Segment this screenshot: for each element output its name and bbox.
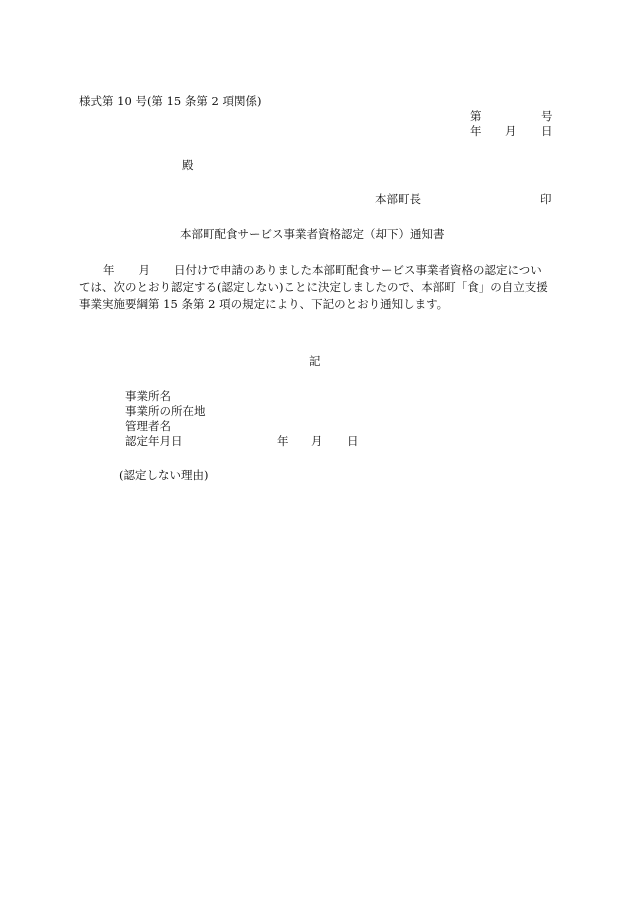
body-date-month: 月 xyxy=(138,263,150,277)
document-number-suffix: 号 xyxy=(541,109,553,123)
issue-date-day: 日 xyxy=(541,124,553,138)
cert-date-label: 認定年月日 xyxy=(125,434,183,448)
issue-date-year: 年 xyxy=(470,124,482,138)
addressee-honorific: 殿 xyxy=(182,158,194,172)
body-date-year: 年 xyxy=(103,263,115,277)
issuer-name: 本部町長 xyxy=(375,192,421,206)
item-business-location: 事業所の所在地 xyxy=(125,404,206,418)
cert-date-month: 月 xyxy=(311,434,323,448)
body-paragraph xyxy=(79,262,553,313)
body-line-2: ては、次のとおり認定する(認定しない)ことに決定しましたので、本部町「食」の自立支援 xyxy=(79,280,548,294)
issuer-seal: 印 xyxy=(540,192,552,206)
item-cert-date xyxy=(125,434,359,449)
document-title: 本部町配食サービス事業者資格認定（却下）通知書 xyxy=(180,227,445,241)
body-line-3: 事業実施要綱第 15 条第 2 項の規定により、下記のとおり通知します。 xyxy=(79,297,449,311)
item-business-name: 事業所名 xyxy=(125,389,171,403)
cert-date-day: 日 xyxy=(347,434,359,448)
reason-label: (認定しない理由) xyxy=(119,468,209,482)
issue-date-month: 月 xyxy=(505,124,517,138)
cert-date-year: 年 xyxy=(277,434,289,448)
body-line-1-text: 日付けで申請のありました本部町配食サービス事業者資格の認定につい xyxy=(174,263,542,277)
ki-heading: 記 xyxy=(309,354,321,368)
item-manager-name: 管理者名 xyxy=(125,419,171,433)
form-label: 様式第 10 号(第 15 条第 2 項関係) xyxy=(79,94,262,108)
body-line-1 xyxy=(79,262,553,279)
document-number-prefix: 第 xyxy=(470,109,482,123)
item-list xyxy=(125,389,359,449)
